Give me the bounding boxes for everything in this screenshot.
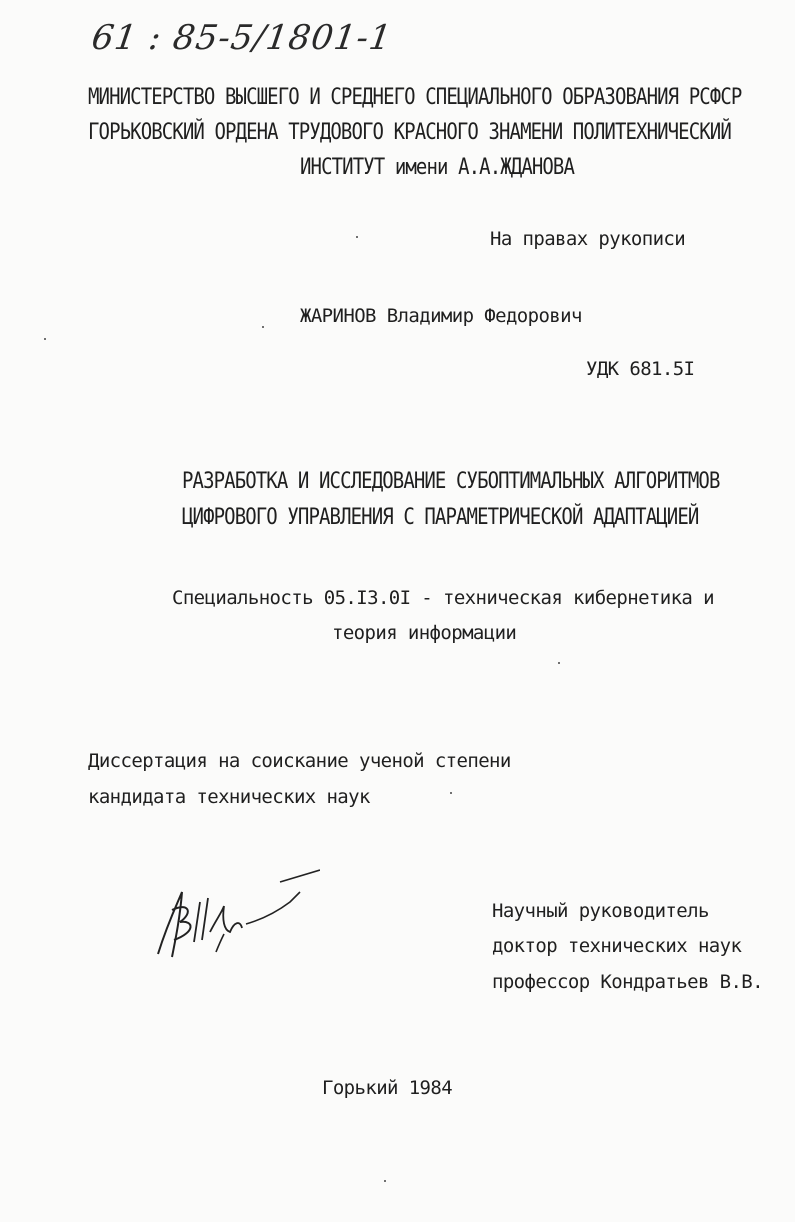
scan-speck — [262, 326, 264, 328]
specialty-line1: Специальность 05.I3.0I - техническая кибернетика и — [172, 587, 714, 609]
scan-speck — [356, 236, 358, 238]
supervisor-role: Научный руководитель — [492, 900, 709, 922]
institute-line: ГОРЬКОВСКИЙ ОРДЕНА ТРУДОВОГО КРАСНОГО ЗНАМЕНИ ПОЛИТЕХНИЧЕСКИЙ — [88, 119, 731, 145]
author-name: ЖАРИНОВ Владимир Федорович — [300, 305, 582, 327]
scan-speck — [44, 338, 46, 340]
author-signature — [150, 862, 320, 972]
manuscript-rights: На правах рукописи — [490, 228, 686, 250]
scan-speck — [558, 662, 560, 664]
scan-speck — [384, 1180, 386, 1182]
thesis-title-line1: РАЗРАБОТКА И ИССЛЕДОВАНИЕ СУБОПТИМАЛЬНЫХ АЛГОРИТМОВ — [182, 468, 720, 494]
supervisor-name: профессор Кондратьев В.В. — [492, 971, 763, 993]
supervisor-degree: доктор технических наук — [492, 935, 742, 957]
dissertation-line1: Диссертация на соискание ученой степени — [88, 750, 511, 772]
scan-speck — [450, 792, 452, 794]
institute-name-line: ИНСТИТУТ имени А.А.ЖДАНОВА — [300, 154, 575, 180]
specialty-line2: теория информации — [332, 622, 517, 644]
city-year: Горький 1984 — [322, 1077, 453, 1099]
handwritten-archive-code: 61 : 85-5/1801-1 — [89, 18, 395, 58]
thesis-title-line2: ЦИФРОВОГО УПРАВЛЕНИЯ С ПАРАМЕТРИЧЕСКОЙ АДАПТАЦИЕЙ — [182, 504, 699, 530]
udc-code: УДК 681.5I — [586, 358, 695, 380]
dissertation-line2: кандидата технических наук — [88, 786, 370, 808]
ministry-line: МИНИСТЕРСТВО ВЫСШЕГО И СРЕДНЕГО СПЕЦИАЛЬНОГО ОБРАЗОВАНИЯ РСФСР — [88, 84, 742, 110]
